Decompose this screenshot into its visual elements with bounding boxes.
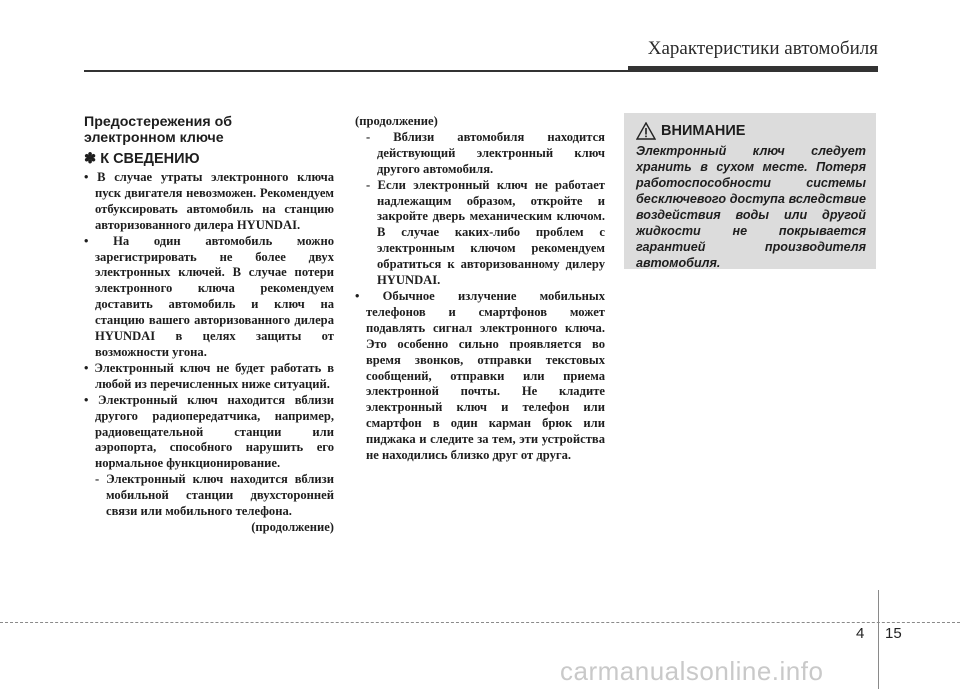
header-rule-accent: [628, 66, 878, 72]
warning-heading-label: ВНИМАНИЕ: [661, 123, 746, 139]
warning-box: [624, 113, 876, 269]
dash-mobile-station: - Электронный ключ находится вблизи мобильной станции двухсторонней связи или мобильного телефона.: [95, 472, 334, 519]
section-title-line-2: электронном ключе: [84, 130, 224, 146]
page-divider-mark: [878, 590, 879, 689]
middle-column: [355, 114, 605, 464]
note-subheading: [84, 151, 334, 168]
bullet-mobile-phones: • Обычное излучение мобильных телефонов и смартфонов может подавлять сигнал электронного ключа. Это особенно сильно проявляется во время звонков, отправки текстовых сообщений, отправки или приема электронной почты. Не кладите электронный ключ и телефон или смартфон в один карман брюк или пиджака и следите за тем, эти устройства не находились близко друг от друга.: [355, 288, 605, 463]
section-title-line-1: Предостережения об: [84, 114, 233, 130]
section-title: [84, 114, 334, 146]
left-column: [84, 114, 334, 536]
continued-label: (продолжение): [251, 519, 334, 534]
bullet-radio-interference: • Электронный ключ находится вблизи другого радиопередатчика, например, радиовещательной станции или аэропорта, способного нарушить его нормальное функционирование.: [84, 392, 334, 471]
warning-text: Электронный ключ следует хранить в сухом месте. Потеря работоспособности системы бесключевого доступа вследствие воздействия воды или другой жидкости не покрывается гарантией производителя автомобиля.: [636, 144, 866, 270]
chapter-number: 4: [856, 625, 865, 642]
header-rule: [84, 70, 628, 72]
watermark: carmanualsonline.info: [560, 656, 824, 686]
bullet-lost-key: • В случае утраты электронного ключа пуск двигателя невозможен. Рекомендуем отбуксировать автомобиль на станцию авторизованного дилера HYUNDAI.: [84, 170, 334, 232]
footer-rule: [0, 622, 960, 623]
bullet-key-registration: • На один автомобиль можно зарегистрировать не более двух электронных ключей. В случае потери электронного ключа рекомендуем доставить автомобиль и ключ на станцию вашего авторизованного дилера HYUNDAI в целях защиты от возможности угона.: [84, 233, 334, 359]
dash-mechanical-key: - Если электронный ключ не работает надлежащим образом, откройте и закройте дверь механическим ключом. В случае каких-либо проблем с электронным ключом рекомендуем обратиться к авторизованному дилеру HYUNDAI.: [366, 177, 605, 288]
continued-label-top: (продолжение): [355, 114, 438, 128]
bullet-key-not-working: • Электронный ключ не будет работать в любой из перечисленных ниже ситуаций.: [84, 360, 334, 391]
warning-heading: [636, 122, 866, 140]
page-number: 15: [885, 625, 902, 642]
dash-other-key-nearby: - Вблизи автомобиля находится действующий электронный ключ другого автомобиля.: [366, 129, 605, 176]
warning-triangle-icon: [636, 122, 656, 140]
running-header-title: Характеристики автомобиля: [647, 38, 878, 59]
asterisk-icon: ✽: [84, 151, 97, 167]
note-subheading-label: К СВЕДЕНИЮ: [100, 151, 200, 167]
